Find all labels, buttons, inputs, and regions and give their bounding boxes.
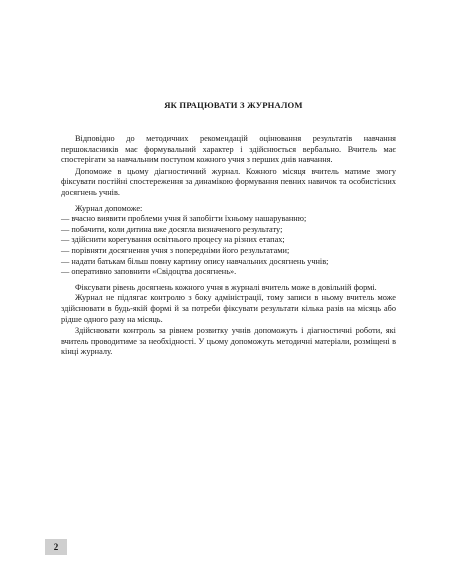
page-content [61,100,396,358]
paragraph-intro: Відповідно до методичних рекомендацій оцінювання результатів навчання першокласників має формувальний характер і здійснюється вербально. Вчитель має спостерігати за навчальним поступом кожного учня з перших днів навчання. [61,134,396,165]
page-title: ЯК ПРАЦЮВАТИ З ЖУРНАЛОМ [164,100,303,110]
list-item: — оперативно заповнити «Свідоцтва досягнень». [61,267,237,277]
paragraph-administration: Журнал не підлягає контролю з боку адміністрації, тому записи в ньому вчитель може здійснювати в будь-якій формі й за потреби фіксувати результати кілька разів на місяць або рідше одного разу на місяць. [61,293,396,324]
page-number: 2 [45,539,67,555]
list-item: — здійснити корегування освітнього процесу на різних етапах; [61,235,285,245]
list-item: — порівняти досягнення учня з попередніми його результатами; [61,245,290,255]
paragraph-recording: Фіксувати рівень досягнень кожного учня в журналі вчитель може в довільній формі. [75,282,377,292]
help-list [61,214,396,278]
list-item: — надати батькам більш повну картину опису навчальних досягнень учнів; [61,256,329,266]
list-item: — вчасно виявити проблеми учня й запобігти їхньому нашаруванню; [61,214,307,224]
paragraph-journal-purpose: Допоможе в цьому діагностичний журнал. Кожного місяця вчитель матиме змогу фіксувати постійні спостереження за динамікою формування певних навичок та особистісних досягнень учнів. [61,166,396,197]
list-item: — побачити, коли дитина вже досягла визначеного результату; [61,224,283,234]
list-intro: Журнал допоможе: [75,203,143,213]
paragraph-diagnostics: Здійснювати контроль за рівнем розвитку учнів допоможуть і діагностичні роботи, які вчитель проводитиме за необхідності. У цьому допоможуть методичні матеріали, розміщені в кінці журналу. [61,326,396,357]
